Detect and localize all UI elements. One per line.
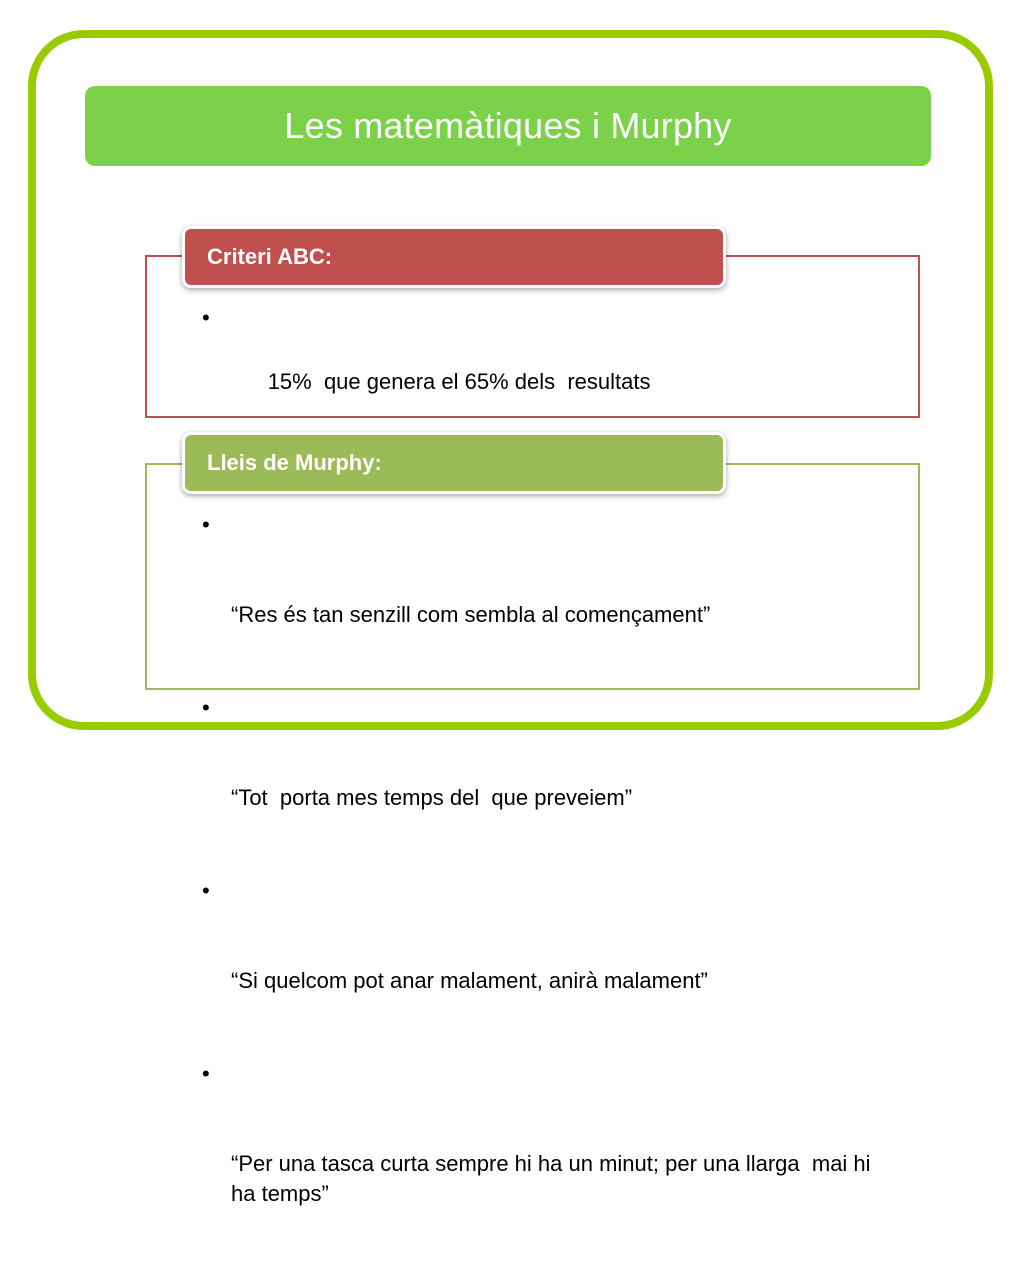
list-item-text: “Res és tan senzill com sembla al començament” (231, 602, 711, 627)
title-bar (85, 86, 931, 166)
bullet-icon: • (202, 512, 210, 537)
lleis-murphy-header (182, 432, 726, 494)
list-item (198, 693, 878, 873)
criteri-abc-header (182, 226, 726, 288)
list-item-text: 15% que genera el 65% dels resultats (267, 369, 651, 394)
bullet-icon: • (202, 878, 210, 903)
section-header-label: Criteri ABC: (207, 244, 333, 269)
bullet-icon: • (202, 1061, 210, 1086)
list-item-text: “Per una tasca curta sempre hi ha un minut; per una llarga mai hi ha temps” (231, 1151, 877, 1206)
list-item (198, 302, 898, 430)
bullet-icon: • (202, 695, 210, 720)
list-item (198, 510, 878, 690)
list-item (198, 876, 878, 1056)
list-item-text: “Si quelcom pot anar malament, anirà malament” (231, 968, 708, 993)
bullet-icon: • (202, 305, 210, 330)
lleis-murphy-list (198, 510, 878, 1272)
slide-title: Les matemàtiques i Murphy (284, 105, 732, 146)
list-item (198, 1059, 878, 1269)
list-item-text: “Tot porta mes temps del que preveiem” (231, 785, 633, 810)
section-header-label: Lleis de Murphy: (207, 450, 382, 475)
